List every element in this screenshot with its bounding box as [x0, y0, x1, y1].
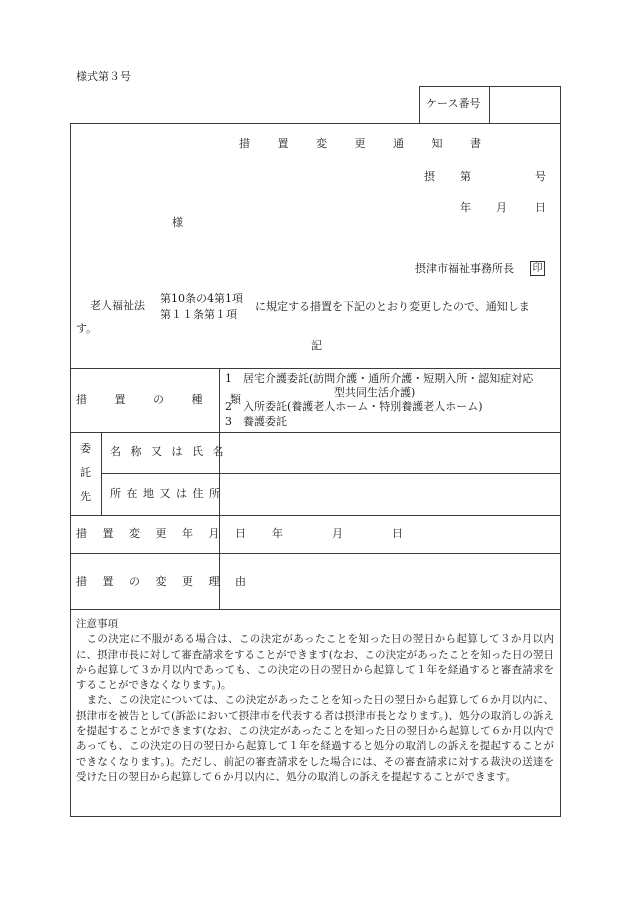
case-box-right-border	[560, 86, 561, 123]
issuer-name: 摂津市福祉事務所長	[415, 262, 514, 275]
case-number-label: ケース番号	[426, 97, 481, 110]
ki-mark: 記	[311, 339, 322, 352]
case-box-left-border	[419, 86, 420, 123]
reason-label: 措 置 の 変 更 理 由	[76, 575, 252, 588]
consignee-label-3: 先	[80, 490, 91, 503]
document-title: 措 置 変 更 通 知 書	[239, 137, 493, 150]
law-name: 老人福祉法	[90, 299, 145, 312]
doc-no-dai: 第	[460, 170, 471, 183]
notes-paragraph-2: また、この決定については、この決定があったことを知った日の翌日から起算して６か月以内に、摂津市を被告として(訴訟において摂津市を代表する者は摂津市長となります。)、処分の取消しの訴えを提起することができます(なお、この決定があったことを知った日の翌日から起算して６か月以内であっても、この決定の日の翌日から起算して１年を経過すると処分の取消しの訴えを提起することができなくなります。)。ただし、前記の審査請求をした場合には、その審査請求に対する裁決の送達を受けた日の翌日から起算して６か月以内に、処分の取消しの訴えを提起することができます。	[76, 694, 554, 783]
row-line-reason-top	[70, 553, 561, 554]
doc-no-prefix: 摂	[424, 170, 435, 183]
consignee-label-1: 委	[80, 442, 91, 455]
consignee-label-divider	[101, 432, 102, 515]
article-2: 第１１条第１項	[160, 308, 237, 321]
row-line-notes-top	[70, 609, 561, 610]
address-label: 所 在 地 又 は 住 所	[110, 487, 221, 500]
type-item-1: 1 居宅介護委託(訪問介護・通所介護・短期入所・認知症対応	[225, 372, 534, 385]
type-item-3: 3 養護委託	[225, 415, 287, 428]
issue-month: 月	[496, 201, 507, 214]
form-number: 様式第３号	[76, 70, 131, 83]
row-line-date-top	[70, 515, 561, 516]
name-label: 名 称 又 は 氏 名	[110, 445, 227, 458]
notes-section	[76, 617, 554, 785]
addressee-suffix: 様	[172, 216, 183, 229]
change-date-label: 措 置 変 更 年 月 日	[76, 527, 252, 540]
type-label: 措 置 の 種 類	[76, 393, 253, 406]
notice-sentence: に規定する措置を下記のとおり変更したので、通知しま	[255, 300, 530, 313]
address-field[interactable]	[222, 477, 557, 512]
case-box-divider	[489, 86, 490, 123]
form-left-border	[70, 123, 71, 817]
case-box-top-border	[419, 86, 561, 87]
consignee-label-2: 託	[80, 466, 91, 479]
type-item-2: 2 入所委託(養護老人ホーム・特別養護老人ホーム)	[225, 400, 483, 413]
change-date-day: 日	[392, 527, 403, 540]
notes-heading: 注意事項	[76, 618, 118, 630]
reason-field[interactable]	[222, 557, 557, 605]
notice-sentence-cont: す。	[76, 322, 98, 335]
form-bottom-border	[70, 816, 561, 817]
form-top-border	[70, 123, 561, 124]
article-1: 第10条の4第1項	[160, 292, 243, 305]
issue-day: 日	[535, 201, 546, 214]
notes-paragraph-1: この決定に不服がある場合は、この決定があったことを知った日の翌日から起算して３か月以内に、摂津市長に対して審査請求をすることができます(なお、この決定があったことを知った日の翌日から起算して３か月以内であっても、この決定の日の翌日から起算して１年を経過すると審査請求をすることができなくなります。)。	[76, 633, 554, 692]
seal-mark: 印	[530, 261, 545, 276]
row-line-name-address	[101, 473, 561, 474]
issue-year: 年	[460, 201, 471, 214]
name-field[interactable]	[222, 436, 557, 470]
row-line-consignee-top	[70, 432, 561, 433]
form-right-border	[560, 123, 561, 817]
case-number-field[interactable]	[492, 90, 558, 120]
change-date-year: 年	[272, 527, 283, 540]
change-date-month: 月	[332, 527, 343, 540]
doc-no-go: 号	[535, 170, 546, 183]
type-item-1-cont: 型共同生活介護)	[334, 386, 416, 399]
row-line-type-top	[70, 368, 561, 369]
